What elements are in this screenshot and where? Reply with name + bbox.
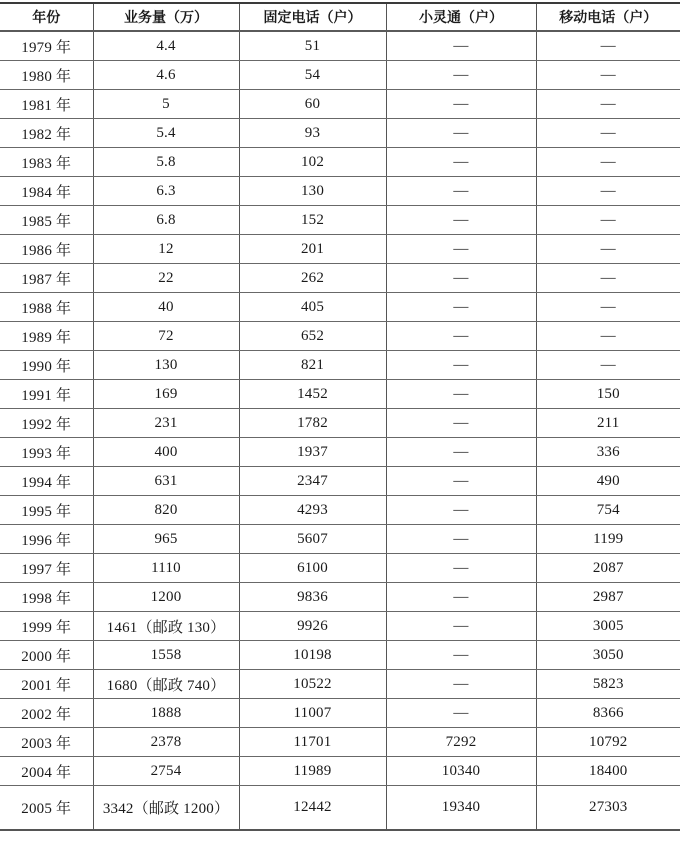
cell-year: 1992 年 — [0, 409, 93, 438]
table-row — [0, 177, 680, 206]
cell-volume: 231 — [93, 409, 239, 438]
cell-fixed-phone: 152 — [239, 206, 386, 235]
cell-mobile-phone: 3050 — [536, 641, 680, 670]
cell-mobile-phone: 2087 — [536, 554, 680, 583]
cell-phs: — — [386, 351, 536, 380]
cell-volume: 12 — [93, 235, 239, 264]
cell-mobile-phone: 336 — [536, 438, 680, 467]
table-row — [0, 90, 680, 119]
cell-year: 1983 年 — [0, 148, 93, 177]
cell-volume: 1461（邮政 130） — [93, 612, 239, 641]
cell-fixed-phone: 5607 — [239, 525, 386, 554]
cell-fixed-phone: 262 — [239, 264, 386, 293]
cell-volume: 5 — [93, 90, 239, 119]
cell-mobile-phone: — — [536, 177, 680, 206]
cell-phs: — — [386, 293, 536, 322]
cell-volume: 5.8 — [93, 148, 239, 177]
cell-volume: 22 — [93, 264, 239, 293]
cell-mobile-phone: — — [536, 264, 680, 293]
cell-fixed-phone: 6100 — [239, 554, 386, 583]
cell-year: 1990 年 — [0, 351, 93, 380]
cell-mobile-phone: 18400 — [536, 757, 680, 786]
cell-mobile-phone: — — [536, 119, 680, 148]
cell-year: 1987 年 — [0, 264, 93, 293]
cell-mobile-phone: 27303 — [536, 786, 680, 831]
cell-year: 1998 年 — [0, 583, 93, 612]
cell-year: 1988 年 — [0, 293, 93, 322]
cell-mobile-phone: 5823 — [536, 670, 680, 699]
cell-phs: — — [386, 61, 536, 90]
cell-year: 1980 年 — [0, 61, 93, 90]
table-row — [0, 351, 680, 380]
cell-year: 2001 年 — [0, 670, 93, 699]
cell-year: 2000 年 — [0, 641, 93, 670]
table-row — [0, 496, 680, 525]
cell-year: 1991 年 — [0, 380, 93, 409]
table-row — [0, 699, 680, 728]
cell-phs: — — [386, 670, 536, 699]
cell-volume: 965 — [93, 525, 239, 554]
cell-volume: 6.8 — [93, 206, 239, 235]
cell-volume: 4.4 — [93, 31, 239, 61]
cell-mobile-phone: — — [536, 293, 680, 322]
table-row — [0, 409, 680, 438]
cell-phs: — — [386, 206, 536, 235]
table-row — [0, 293, 680, 322]
cell-fixed-phone: 1937 — [239, 438, 386, 467]
cell-mobile-phone: 211 — [536, 409, 680, 438]
cell-phs: 7292 — [386, 728, 536, 757]
table-row — [0, 525, 680, 554]
table-row — [0, 322, 680, 351]
cell-year: 1986 年 — [0, 235, 93, 264]
table-row — [0, 728, 680, 757]
table-row — [0, 670, 680, 699]
cell-mobile-phone: — — [536, 351, 680, 380]
cell-mobile-phone: 10792 — [536, 728, 680, 757]
cell-fixed-phone: 11701 — [239, 728, 386, 757]
cell-volume: 2378 — [93, 728, 239, 757]
table-row — [0, 31, 680, 61]
cell-phs: — — [386, 554, 536, 583]
cell-phs: — — [386, 612, 536, 641]
cell-year: 1997 年 — [0, 554, 93, 583]
cell-year: 1993 年 — [0, 438, 93, 467]
cell-year: 2003 年 — [0, 728, 93, 757]
cell-mobile-phone: — — [536, 148, 680, 177]
table-row — [0, 61, 680, 90]
cell-fixed-phone: 54 — [239, 61, 386, 90]
cell-phs: — — [386, 699, 536, 728]
cell-fixed-phone: 60 — [239, 90, 386, 119]
column-header-phs: 小灵通（户） — [386, 3, 536, 31]
cell-volume: 631 — [93, 467, 239, 496]
cell-phs: — — [386, 31, 536, 61]
table-row — [0, 786, 680, 831]
cell-fixed-phone: 2347 — [239, 467, 386, 496]
cell-phs: — — [386, 438, 536, 467]
cell-year: 1985 年 — [0, 206, 93, 235]
cell-year: 1984 年 — [0, 177, 93, 206]
cell-fixed-phone: 102 — [239, 148, 386, 177]
cell-mobile-phone: — — [536, 31, 680, 61]
cell-mobile-phone: 754 — [536, 496, 680, 525]
table-row — [0, 119, 680, 148]
cell-year: 2002 年 — [0, 699, 93, 728]
cell-phs: — — [386, 148, 536, 177]
cell-year: 1982 年 — [0, 119, 93, 148]
table-row — [0, 438, 680, 467]
cell-phs: — — [386, 322, 536, 351]
cell-phs: — — [386, 380, 536, 409]
cell-phs: — — [386, 119, 536, 148]
cell-fixed-phone: 4293 — [239, 496, 386, 525]
cell-mobile-phone: 1199 — [536, 525, 680, 554]
cell-year: 2005 年 — [21, 801, 72, 817]
cell-volume: 72 — [93, 322, 239, 351]
cell-mobile-phone: — — [536, 90, 680, 119]
cell-year: 1979 年 — [0, 31, 93, 61]
cell-fixed-phone: 10522 — [239, 670, 386, 699]
cell-mobile-phone: 150 — [536, 380, 680, 409]
cell-fixed-phone: 93 — [239, 119, 386, 148]
cell-fixed-phone: 201 — [239, 235, 386, 264]
cell-volume: 400 — [93, 438, 239, 467]
cell-year: 1989 年 — [0, 322, 93, 351]
column-header-fixed-phone: 固定电话（户） — [239, 3, 386, 31]
cell-volume: 169 — [93, 380, 239, 409]
cell-fixed-phone: 1782 — [239, 409, 386, 438]
cell-phs: — — [386, 177, 536, 206]
cell-phs: — — [386, 641, 536, 670]
cell-fixed-phone: 10198 — [239, 641, 386, 670]
cell-fixed-phone: 11989 — [239, 757, 386, 786]
cell-phs: 10340 — [386, 757, 536, 786]
cell-volume: 1888 — [93, 699, 239, 728]
column-header-volume: 业务量（万） — [93, 3, 239, 31]
cell-mobile-phone: 3005 — [536, 612, 680, 641]
cell-volume: 1680（邮政 740） — [93, 670, 239, 699]
table-row — [0, 757, 680, 786]
cell-mobile-phone: 8366 — [536, 699, 680, 728]
cell-fixed-phone: 821 — [239, 351, 386, 380]
cell-phs: — — [386, 235, 536, 264]
cell-volume: 3342（邮政 1200） — [93, 786, 239, 831]
cell-phs: 19340 — [386, 786, 536, 831]
cell-phs: — — [386, 409, 536, 438]
cell-mobile-phone: — — [536, 206, 680, 235]
table-row — [0, 206, 680, 235]
cell-year: 1994 年 — [0, 467, 93, 496]
cell-fixed-phone: 51 — [239, 31, 386, 61]
cell-fixed-phone: 130 — [239, 177, 386, 206]
cell-year: 1995 年 — [0, 496, 93, 525]
table-row — [0, 583, 680, 612]
telecom-stats-table — [0, 2, 680, 831]
cell-volume: 820 — [93, 496, 239, 525]
table-body — [0, 31, 680, 830]
table-row — [0, 641, 680, 670]
cell-volume: 6.3 — [93, 177, 239, 206]
cell-volume: 2754 — [93, 757, 239, 786]
header-row — [0, 3, 680, 31]
cell-mobile-phone: 490 — [536, 467, 680, 496]
cell-phs: — — [386, 583, 536, 612]
cell-volume: 40 — [93, 293, 239, 322]
cell-volume: 130 — [93, 351, 239, 380]
cell-fixed-phone: 1452 — [239, 380, 386, 409]
cell-phs: — — [386, 467, 536, 496]
cell-fixed-phone: 12442 — [239, 786, 386, 831]
cell-phs: — — [386, 264, 536, 293]
cell-mobile-phone: — — [536, 322, 680, 351]
cell-mobile-phone: 2987 — [536, 583, 680, 612]
table-row — [0, 612, 680, 641]
cell-phs: — — [386, 525, 536, 554]
cell-volume: 5.4 — [93, 119, 239, 148]
cell-phs: — — [386, 90, 536, 119]
cell-volume: 1558 — [93, 641, 239, 670]
table-row — [0, 148, 680, 177]
cell-year: 1981 年 — [0, 90, 93, 119]
cell-year: 2004 年 — [0, 757, 93, 786]
cell-phs: — — [386, 496, 536, 525]
column-header-year: 年份 — [0, 3, 93, 31]
cell-fixed-phone: 652 — [239, 322, 386, 351]
cell-volume: 4.6 — [93, 61, 239, 90]
table-row — [0, 264, 680, 293]
table-row — [0, 467, 680, 496]
cell-fixed-phone: 9926 — [239, 612, 386, 641]
column-header-mobile-phone: 移动电话（户） — [536, 3, 680, 31]
cell-fixed-phone: 9836 — [239, 583, 386, 612]
table-row — [0, 380, 680, 409]
cell-fixed-phone: 11007 — [239, 699, 386, 728]
cell-volume: 1110 — [93, 554, 239, 583]
cell-year: 1996 年 — [0, 525, 93, 554]
cell-year: 1999 年 — [0, 612, 93, 641]
table-row — [0, 554, 680, 583]
cell-mobile-phone: — — [536, 61, 680, 90]
cell-fixed-phone: 405 — [239, 293, 386, 322]
cell-mobile-phone: — — [536, 235, 680, 264]
cell-volume: 1200 — [93, 583, 239, 612]
table-row — [0, 235, 680, 264]
